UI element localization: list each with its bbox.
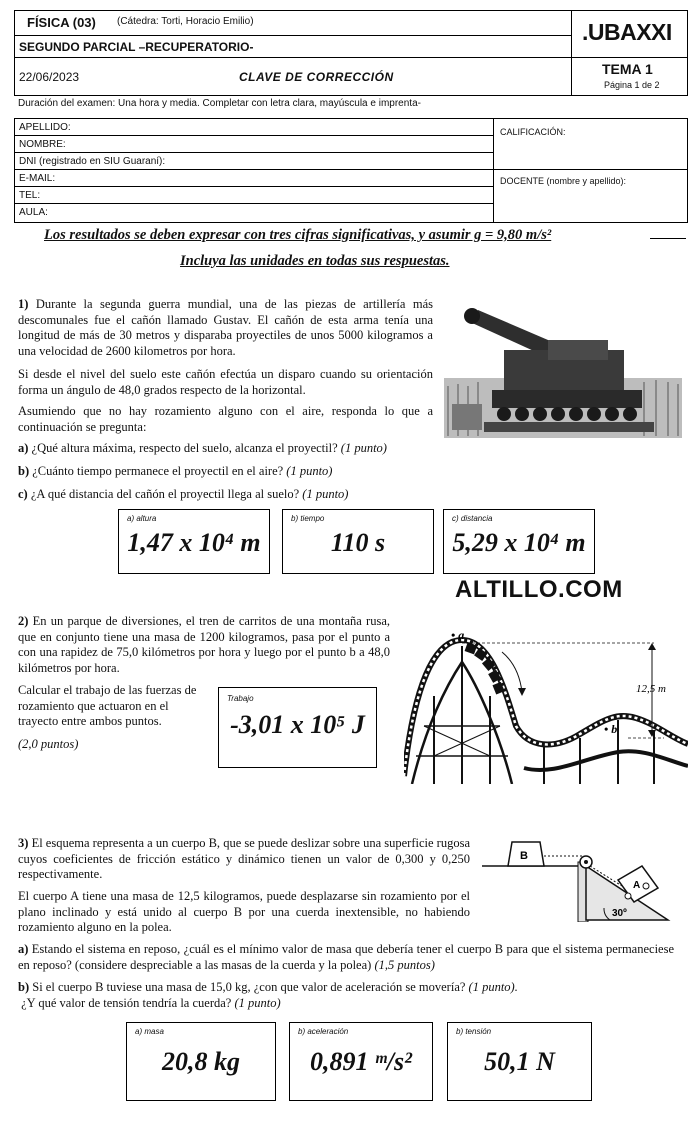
q3-text-1: El esquema representa a un cuerpo B, que se puede deslizar sobre una superficie rugosa cuyos coeficientes de fricción estático y dinámico tienen un valor de 0,300 y 0,250 respectivamente.	[18, 836, 471, 881]
angle-label: 30º	[612, 908, 627, 919]
q3-a-points: (1,5 puntos)	[374, 957, 435, 972]
q1-b-points: (1 punto)	[286, 464, 333, 478]
body-a-label: A	[633, 880, 641, 891]
q1-c-text: ¿A qué distancia del cañón el proyectil llega al suelo?	[30, 487, 300, 501]
roller-coaster-diagram	[404, 626, 688, 784]
answer-label: a) altura	[127, 514, 157, 523]
q1-number: 1)	[18, 297, 29, 311]
q3-answer-tension	[447, 1022, 592, 1101]
q1-a-label: a)	[18, 441, 29, 455]
answer-value: 20,8 kg	[162, 1047, 240, 1076]
q1-text-1: Durante la segunda guerra mundial, una de las piezas de artillería más descomunales fue el cañón llamado Gustav. El cañón de esta arma tenía una longitud de más de 30 metros y disparaba proyectiles de unos 5000 kilogramos a una velocidad de 2600 kilometros por hora.	[18, 297, 433, 358]
q2-text-1: En un parque de diversiones, el tren de carritos de una montaña rusa, que en conjunto tiene una masa de 1200 kilogramos, pasa por el punto a con una rapidez de 75,0 kilómetros por hora y luego por el punto b a 48,0 kilómetros por hora.	[18, 614, 391, 675]
uba-xxi-logo	[571, 11, 688, 57]
subject-title: FÍSICA (03)	[27, 15, 96, 30]
field-nombre[interactable]: NOMBRE:	[15, 136, 493, 153]
point-b-label: • b	[604, 722, 618, 736]
header-exam-row	[15, 35, 571, 58]
exam-name: SEGUNDO PARCIAL –RECUPERATORIO-	[19, 40, 254, 54]
q2-points: (2,0 puntos)	[18, 737, 79, 751]
height-label: 12,5 m	[636, 683, 666, 695]
calificacion-box[interactable]	[493, 119, 687, 170]
q3-b2-points: (1 punto)	[234, 995, 281, 1010]
answer-value: 50,1 N	[484, 1047, 555, 1076]
q3-a-label: a)	[18, 942, 29, 956]
exam-date: 22/06/2023	[19, 70, 80, 84]
answer-label: a) masa	[135, 1027, 164, 1036]
student-form	[14, 118, 688, 223]
header-date-row	[15, 57, 571, 96]
q3-a-text: Estando el sistema en reposo, ¿cuál es el mínimo valor de masa que debería tener el cuerpo B para que el sistema permaneciese en reposo? (considere despreciable a las masas de la cuerda y la polea)	[18, 942, 675, 972]
answer-label: b) tensión	[456, 1027, 492, 1036]
q1-paragraph-1	[18, 297, 433, 359]
q1-b-text: ¿Cuánto tiempo permanece el proyectil en el aire?	[32, 464, 284, 478]
header-title-row	[15, 11, 571, 35]
answer-label: Trabajo	[227, 694, 254, 703]
q1-item-c	[18, 487, 438, 503]
q2-number: 2)	[18, 614, 29, 628]
q3-answer-masa	[126, 1022, 276, 1101]
page-number: Página 1 de 2	[604, 80, 660, 90]
q3-answer-aceleracion	[289, 1022, 433, 1101]
clave-label: CLAVE DE CORRECCIÓN	[239, 70, 394, 84]
q3-item-b	[18, 980, 674, 1011]
q1-answer-tiempo	[282, 509, 434, 574]
q1-paragraph-3: Asumiendo que no hay rozamiento alguno con el aire, responda lo que a continuación se pregunta:	[18, 404, 433, 434]
field-tel[interactable]: TEL:	[15, 187, 493, 204]
field-email[interactable]: E-MAIL:	[15, 170, 493, 187]
q3-b-text: Si el cuerpo B tuviese una masa de 15,0 kg, ¿con que valor de aceleración se movería?	[32, 980, 466, 994]
tema-label: TEMA 1	[602, 61, 653, 77]
logo-text: .UBAXXI	[582, 19, 672, 45]
altillo-watermark: ALTILLO.COM	[455, 576, 623, 603]
q3-paragraph-1	[18, 836, 470, 883]
q2-paragraph-1	[18, 614, 390, 676]
q2-answer-trabajo	[218, 687, 377, 768]
q1-item-b	[18, 464, 438, 480]
q1-answer-distancia	[443, 509, 595, 574]
q1-a-points: (1 punto)	[340, 441, 387, 455]
answer-value: 110 s	[330, 528, 386, 557]
q3-b-points: (1 punto).	[468, 980, 518, 994]
q2-paragraph-2: Calcular el trabajo de las fuerzas de rozamiento que actuaron en el trayecto entre ambos puntos.	[18, 683, 197, 728]
q1-answer-altura	[118, 509, 270, 574]
field-aula[interactable]: AULA:	[19, 207, 48, 218]
q1-c-points: (1 punto)	[302, 487, 349, 501]
q1-item-a	[18, 441, 438, 457]
q1-a-text: ¿Qué altura máxima, respecto del suelo, alcanza el proyectil?	[31, 441, 338, 455]
q1-paragraph-2: Si desde el nivel del suelo este cañón efectúa un disparo cuando su orientación forma un ángulo de 48,0 grados respecto de la horizontal.	[18, 367, 433, 397]
notice-line-2: Incluya las unidades en todas sus respuestas.	[180, 253, 450, 269]
q3-b-label: b)	[18, 980, 30, 994]
docente-box[interactable]	[493, 170, 687, 222]
notice-line-1: Los resultados se deben expresar con tres cifras significativas, y asumir g = 9,80 m/s²	[44, 227, 552, 243]
exam-header	[14, 10, 688, 96]
notice-underline-tail	[650, 238, 686, 239]
answer-label: b) tiempo	[291, 514, 325, 523]
tema-box	[571, 57, 688, 96]
q1-c-label: c)	[18, 487, 28, 501]
q3-number: 3)	[18, 836, 29, 850]
answer-value: -3,01 x 10⁵ J	[230, 710, 365, 739]
gustav-cannon-photo	[444, 296, 682, 438]
incline-pulley-diagram	[482, 826, 672, 922]
answer-label: c) distancia	[452, 514, 493, 523]
answer-value: 5,29 x 10⁴ m	[452, 528, 586, 557]
q3-paragraph-2: El cuerpo A tiene una masa de 12,5 kilogramos, puede desplazarse sin rozamiento por el plano inclinado y está unido al cuerpo B por una cuerda inextensible, no habiendo rozamiento alguno en la polea.	[18, 889, 470, 934]
answer-value: 0,891 ᵐ/s²	[310, 1047, 412, 1076]
calificacion-label: CALIFICACIÓN:	[500, 127, 566, 137]
q3-item-a	[18, 942, 674, 973]
instructions: Duración del examen: Una hora y media. Completar con letra clara, mayúscula e imprenta-	[18, 98, 421, 109]
point-a-label: • a	[451, 628, 465, 642]
field-dni[interactable]: DNI (registrado en SIU Guaraní):	[15, 153, 493, 170]
field-apellido[interactable]: APELLIDO:	[15, 119, 493, 136]
answer-value: 1,47 x 10⁴ m	[127, 528, 261, 557]
docente-label: DOCENTE (nombre y apellido):	[500, 176, 627, 186]
q3-b2-text: ¿Y qué valor de tensión tendría la cuerda?	[21, 995, 232, 1010]
answer-label: b) aceleración	[298, 1027, 349, 1036]
catedra-label: (Cátedra: Torti, Horacio Emilio)	[117, 16, 254, 27]
q1-b-label: b)	[18, 464, 30, 478]
body-b-label: B	[520, 850, 528, 862]
